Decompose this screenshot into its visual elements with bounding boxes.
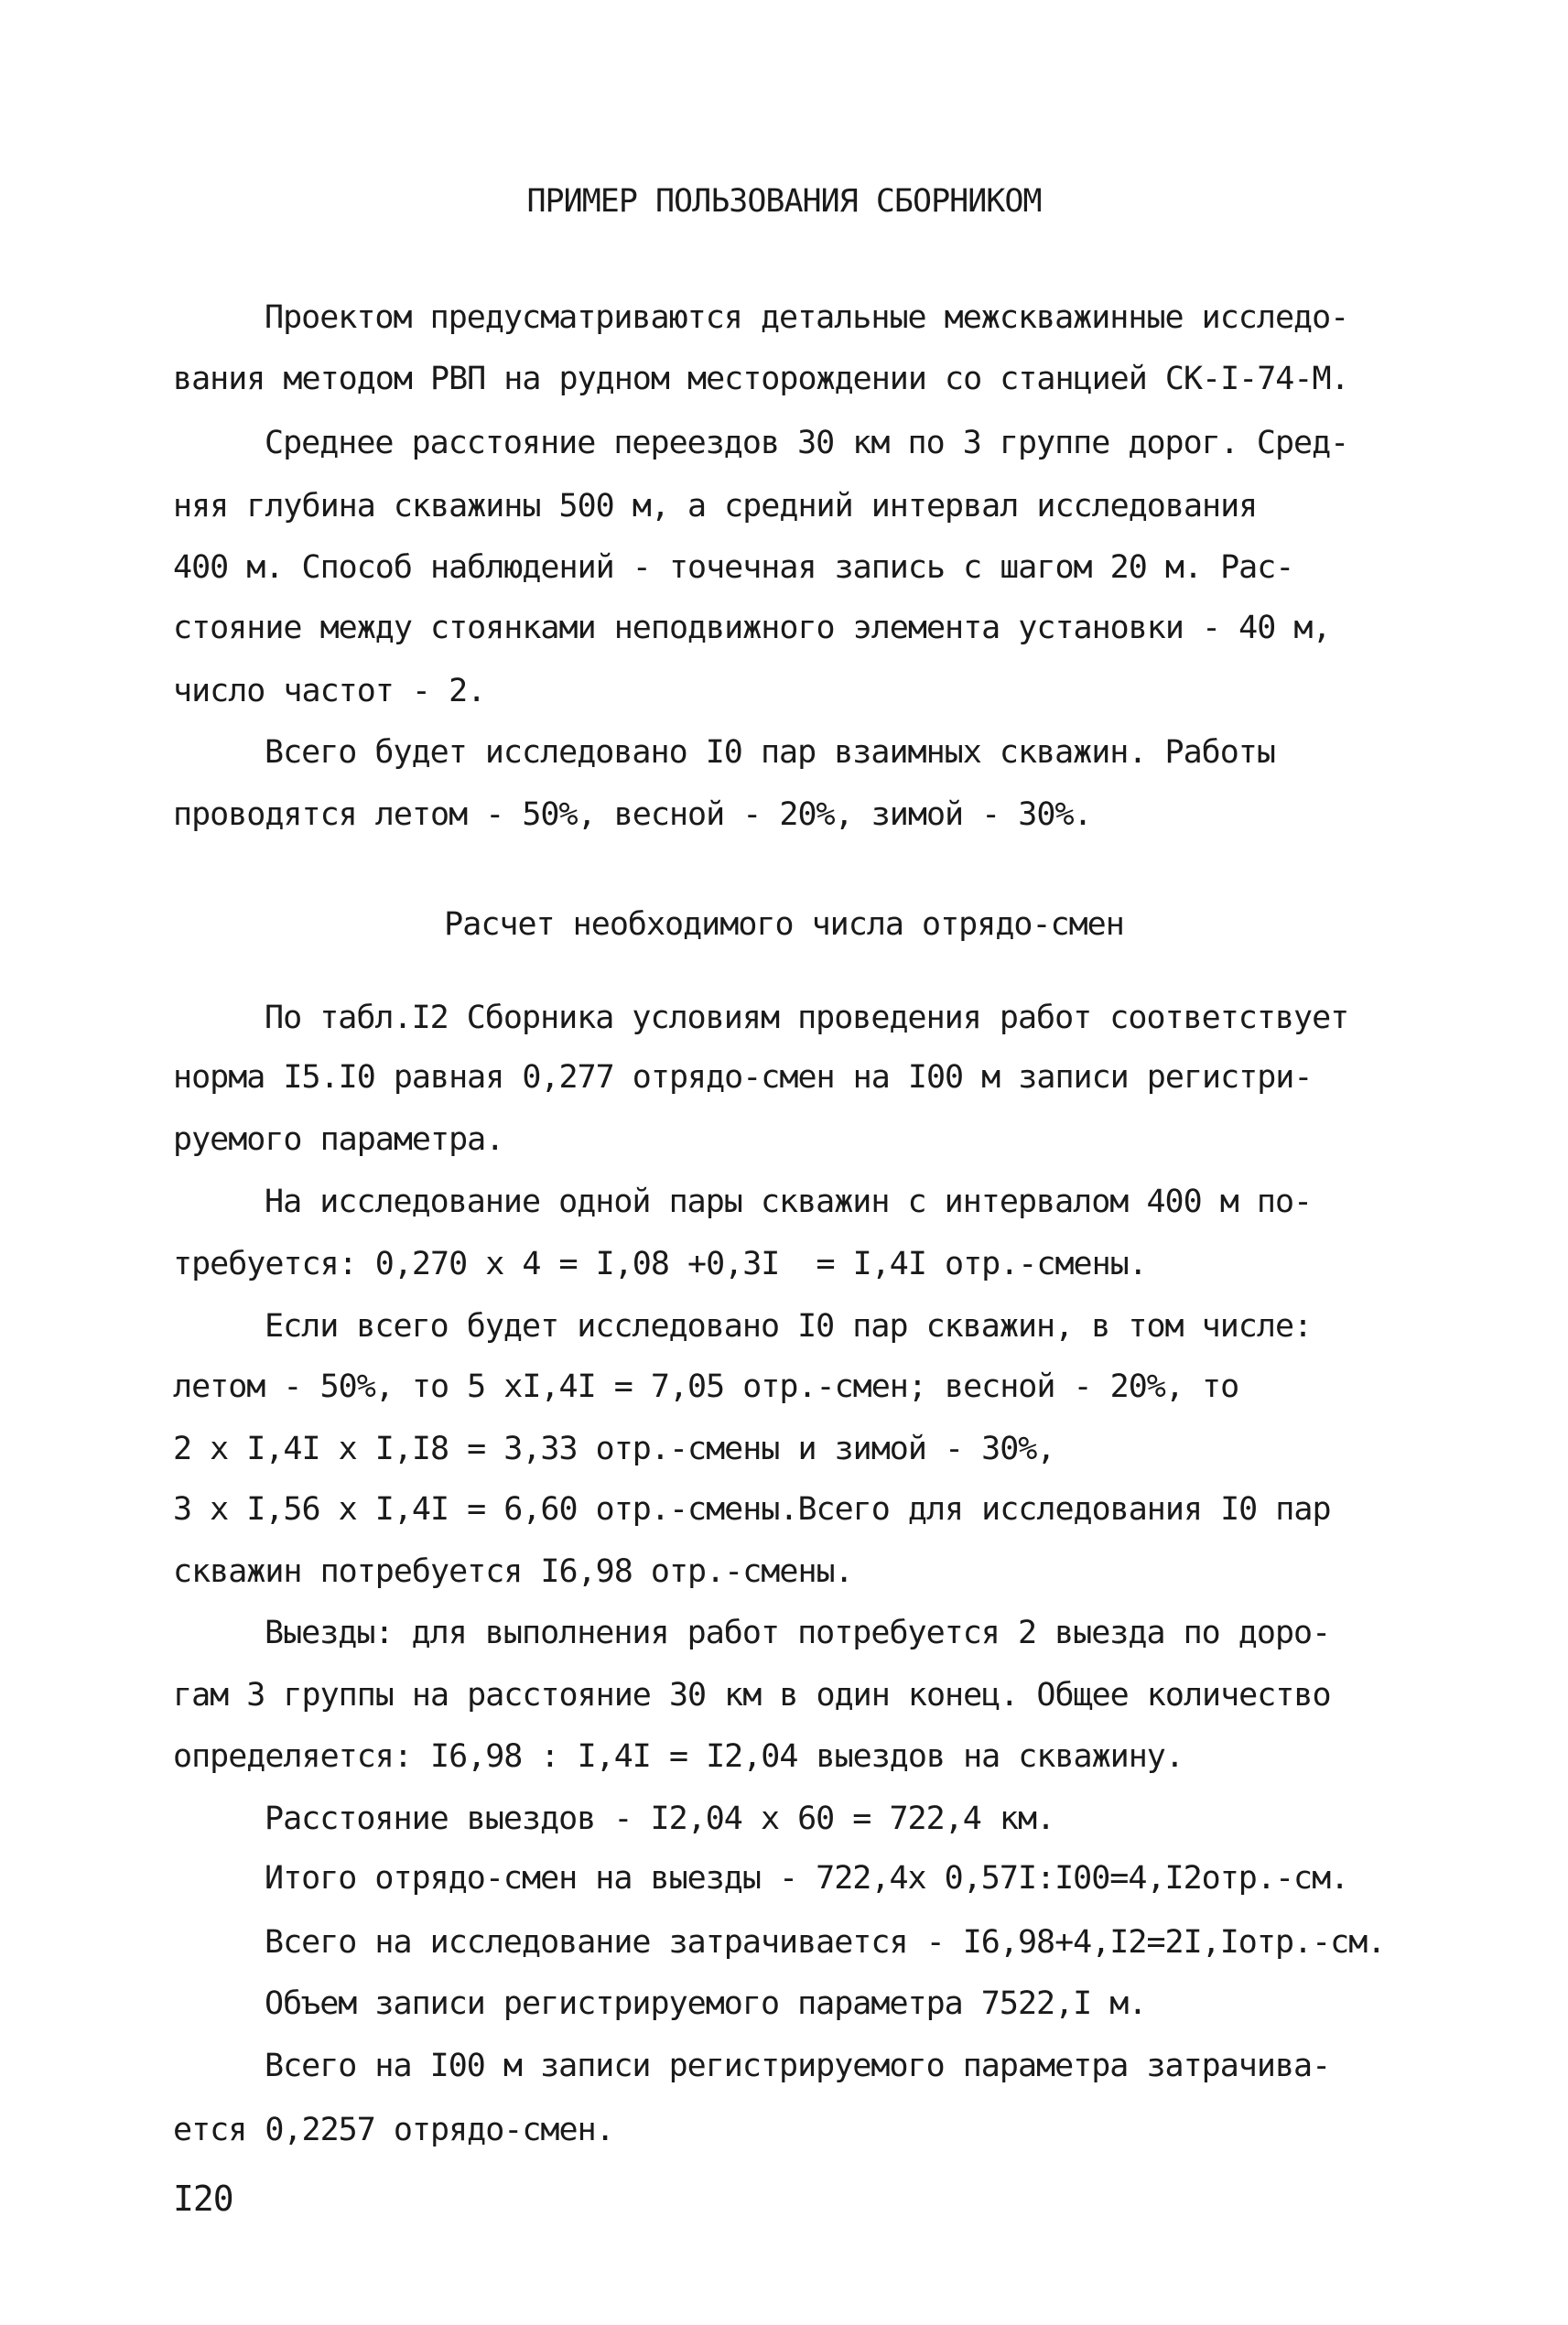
- intro-line: число частот - 2.: [173, 673, 486, 709]
- calc-line: определяется: I6,98 : I,4I = I2,04 выездов на скважину.: [173, 1738, 1184, 1775]
- calc-line: Если всего будет исследовано I0 пар скважин, в том числе:: [265, 1308, 1313, 1345]
- calc-line: норма I5.I0 равная 0,277 отрядо-смен на I00 м записи регистри-: [173, 1059, 1313, 1096]
- calc-line: 3 х I,56 х I,4I = 6,60 отр.-смены.Всего для исследования I0 пар: [173, 1491, 1331, 1528]
- calc-line: Итого отрядо-смен на выезды - 722,4х 0,57I:I00=4,I2отр.-см.: [265, 1860, 1349, 1897]
- calc-line: 2 х I,4I х I,I8 = 3,33 отр.-смены и зимой - 30%,: [173, 1431, 1055, 1467]
- intro-line: Всего будет исследовано I0 пар взаимных скважин. Работы: [265, 734, 1275, 771]
- calc-line: гам 3 группы на расстояние 30 км в один конец. Общее количество: [173, 1677, 1331, 1714]
- intro-line: Среднее расстояние переездов 30 км по 3 группе дорог. Сред-: [265, 425, 1349, 461]
- intro-line: стояние между стоянками неподвижного элемента установки - 40 м,: [173, 610, 1331, 646]
- intro-line: 400 м. Способ наблюдений - точечная запись с шагом 20 м. Рас-: [173, 549, 1294, 586]
- calc-line: требуется: 0,270 х 4 = I,08 +0,3I = I,4I отр.-смены.: [173, 1246, 1147, 1282]
- calc-line: Выезды: для выполнения работ потребуется 2 выезда по доро-: [265, 1615, 1331, 1651]
- intro-line: вания методом РВП на рудном месторождении со станцией СК-I-74-М.: [173, 361, 1349, 397]
- calc-line: Всего на исследование затрачивается - I6,98+4,I2=2I,Iотр.-см.: [265, 1924, 1386, 1961]
- calc-line: Расстояние выездов - I2,04 х 60 = 722,4 км.: [265, 1801, 1055, 1837]
- section-title: Расчет необходимого числа отрядо-смен: [444, 906, 1124, 943]
- calc-line: руемого параметра.: [173, 1121, 504, 1158]
- calc-line: На исследование одной пары скважин с интервалом 400 м по-: [265, 1184, 1313, 1220]
- document-title: ПРИМЕР ПОЛЬЗОВАНИЯ СБОРНИКОМ: [526, 183, 1042, 220]
- intro-line: Проектом предусматриваются детальные межскважинные исследо-: [265, 299, 1349, 336]
- calc-line: ется 0,2257 отрядо-смен.: [173, 2112, 614, 2148]
- intro-line: проводятся летом - 50%, весной - 20%, зимой - 30%.: [173, 796, 1092, 833]
- calc-line: Всего на I00 м записи регистрируемого параметра затрачива-: [265, 2048, 1331, 2084]
- calc-line: скважин потребуется I6,98 отр.-смены.: [173, 1553, 853, 1590]
- page-number: I20: [173, 2179, 233, 2219]
- calc-line: По табл.I2 Сборника условиям проведения работ соответствует: [265, 1000, 1349, 1036]
- intro-line: няя глубина скважины 500 м, а средний интервал исследования: [173, 488, 1258, 524]
- calc-line: летом - 50%, то 5 хI,4I = 7,05 отр.-смен; весной - 20%, то: [173, 1368, 1239, 1405]
- calc-line: Объем записи регистрируемого параметра 7522,I м.: [265, 1985, 1147, 2022]
